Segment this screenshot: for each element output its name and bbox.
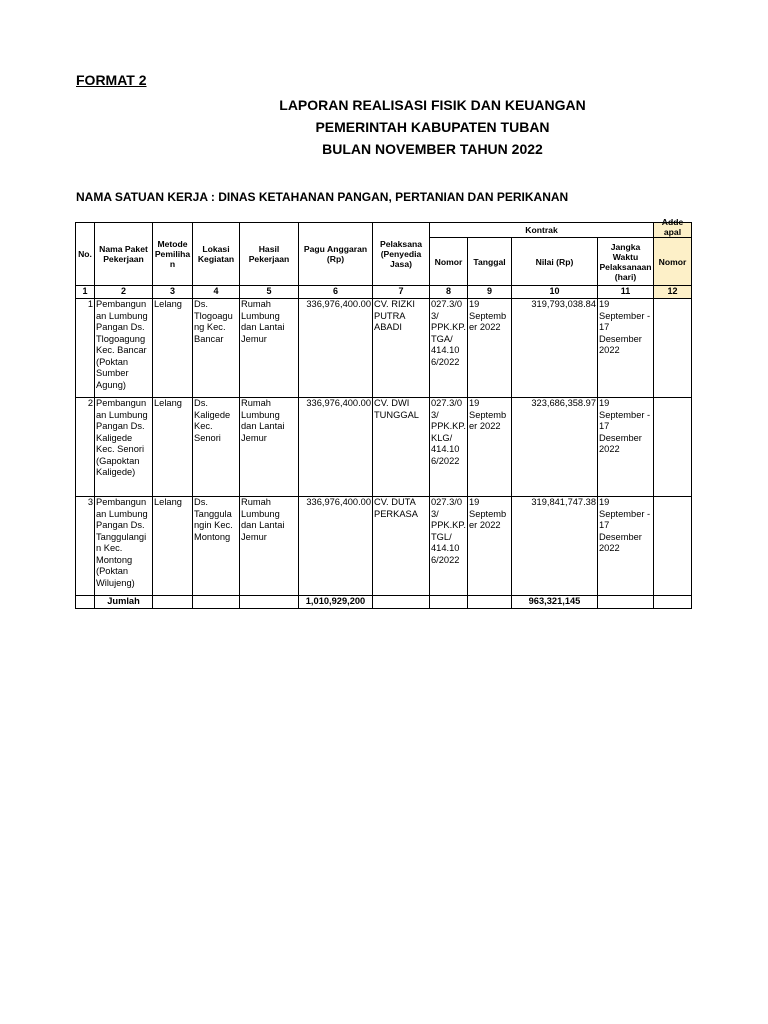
header-contract-number: Nomor xyxy=(430,238,468,286)
header-duration: Jangka Waktu Pelaksanaan (hari) xyxy=(598,238,654,286)
header-contract-value: Nilai (Rp) xyxy=(512,238,598,286)
row-addendum-number xyxy=(654,398,692,497)
row-package-name: Pembangun an Lumbung Pangan Ds. Tlogoagung Kec. Bancar (Poktan Sumber Agung) xyxy=(95,299,153,398)
total-label: Jumlah xyxy=(95,596,153,609)
header-budget: Pagu Anggaran (Rp) xyxy=(299,223,373,286)
row-budget: 336,976,400.00 xyxy=(299,497,373,596)
column-number-row xyxy=(76,286,692,299)
total-empty-cell xyxy=(153,596,193,609)
column-number: 8 xyxy=(430,286,468,299)
column-number: 4 xyxy=(193,286,240,299)
row-method: Lelang xyxy=(153,497,193,596)
row-contract-date: 19 Septemb er 2022 xyxy=(468,497,512,596)
realization-table xyxy=(75,217,692,609)
row-location: Ds. Kaligede Kec. Senori xyxy=(193,398,240,497)
row-budget: 336,976,400.00 xyxy=(299,299,373,398)
row-no: 1 xyxy=(76,299,95,398)
row-location: Ds. Tanggula ngin Kec. Montong xyxy=(193,497,240,596)
column-number: 6 xyxy=(299,286,373,299)
work-unit-line: NAMA SATUAN KERJA : DINAS KETAHANAN PANGAN, PERTANIAN DAN PERIKANAN xyxy=(76,190,569,204)
column-number: 5 xyxy=(240,286,299,299)
header-method: Metode Pemiliha n xyxy=(153,223,193,286)
row-contractor: CV. RIZKI PUTRA ABADI xyxy=(373,299,430,398)
title-line-2: PEMERINTAH KABUPATEN TUBAN xyxy=(315,119,550,135)
row-budget: 336,976,400.00 xyxy=(299,398,373,497)
total-empty-cell xyxy=(373,596,430,609)
addendum-line-2: apal xyxy=(663,227,682,237)
row-contract-value: 323,686,358.97 xyxy=(512,398,598,497)
row-contract-date: 19 Septemb er 2022 xyxy=(468,299,512,398)
header-result: Hasil Pekerjaan xyxy=(240,223,299,286)
row-contract-value: 319,793,038.84 xyxy=(512,299,598,398)
table-row xyxy=(76,497,692,596)
row-location: Ds. Tlogoagu ng Kec. Bancar xyxy=(193,299,240,398)
column-number: 11 xyxy=(598,286,654,299)
row-duration: 19 September - 17 Desember 2022 xyxy=(598,299,654,398)
column-number: 10 xyxy=(512,286,598,299)
total-empty-cell xyxy=(240,596,299,609)
total-empty-cell xyxy=(654,596,692,609)
format-label: FORMAT 2 xyxy=(76,72,147,88)
row-no: 3 xyxy=(76,497,95,596)
row-method: Lelang xyxy=(153,299,193,398)
header-addendum xyxy=(654,217,692,238)
row-contract-number: 027.3/0 3/ PPK.KP. TGL/ 414.10 6/2022 xyxy=(430,497,468,596)
header-location: Lokasi Kegiatan xyxy=(193,223,240,286)
row-addendum-number xyxy=(654,299,692,398)
table-row xyxy=(76,398,692,497)
row-contract-number: 027.3/0 3/ PPK.KP. KLG/ 414.10 6/2022 xyxy=(430,398,468,497)
header-contract-date: Tanggal xyxy=(468,238,512,286)
row-result: Rumah Lumbung dan Lantai Jemur xyxy=(240,497,299,596)
row-duration: 19 September - 17 Desember 2022 xyxy=(598,398,654,497)
total-empty-cell xyxy=(430,596,468,609)
total-row xyxy=(76,596,692,609)
report-title xyxy=(200,94,665,160)
row-result: Rumah Lumbung dan Lantai Jemur xyxy=(240,299,299,398)
total-empty-cell xyxy=(76,596,95,609)
total-empty-cell xyxy=(193,596,240,609)
title-line-3: BULAN NOVEMBER TAHUN 2022 xyxy=(322,141,543,157)
total-contract-value: 963,321,145 xyxy=(512,596,598,609)
column-number: 3 xyxy=(153,286,193,299)
column-number: 7 xyxy=(373,286,430,299)
column-number: 1 xyxy=(76,286,95,299)
row-contract-value: 319,841,747.38 xyxy=(512,497,598,596)
row-addendum-number xyxy=(654,497,692,596)
row-method: Lelang xyxy=(153,398,193,497)
header-addendum-number: Nomor xyxy=(654,238,692,286)
row-result: Rumah Lumbung dan Lantai Jemur xyxy=(240,398,299,497)
header-contract: Kontrak xyxy=(430,223,654,238)
header-contractor: Pelaksana (Penyedia Jasa) xyxy=(373,223,430,286)
row-duration: 19 September - 17 Desember 2022 xyxy=(598,497,654,596)
title-line-1: LAPORAN REALISASI FISIK DAN KEUANGAN xyxy=(279,97,586,113)
row-package-name: Pembangun an Lumbung Pangan Ds. Tanggulangi n Kec. Montong (Poktan Wilujeng) xyxy=(95,497,153,596)
row-no: 2 xyxy=(76,398,95,497)
header-no: No. xyxy=(76,223,95,286)
row-contract-date: 19 Septemb er 2022 xyxy=(468,398,512,497)
total-empty-cell xyxy=(598,596,654,609)
total-empty-cell xyxy=(468,596,512,609)
addendum-line-1: Adde xyxy=(661,217,684,227)
row-contractor: CV. DWI TUNGGAL xyxy=(373,398,430,497)
table-row xyxy=(76,299,692,398)
column-number: 12 xyxy=(654,286,692,299)
row-package-name: Pembangun an Lumbung Pangan Ds. Kaligede Kec. Senori (Gapoktan Kaligede) xyxy=(95,398,153,497)
total-budget: 1,010,929,200 xyxy=(299,596,373,609)
column-number: 2 xyxy=(95,286,153,299)
row-contract-number: 027.3/0 3/ PPK.KP. TGA/ 414.10 6/2022 xyxy=(430,299,468,398)
row-contractor: CV. DUTA PERKASA xyxy=(373,497,430,596)
column-number: 9 xyxy=(468,286,512,299)
header-package-name: Nama Paket Pekerjaan xyxy=(95,223,153,286)
